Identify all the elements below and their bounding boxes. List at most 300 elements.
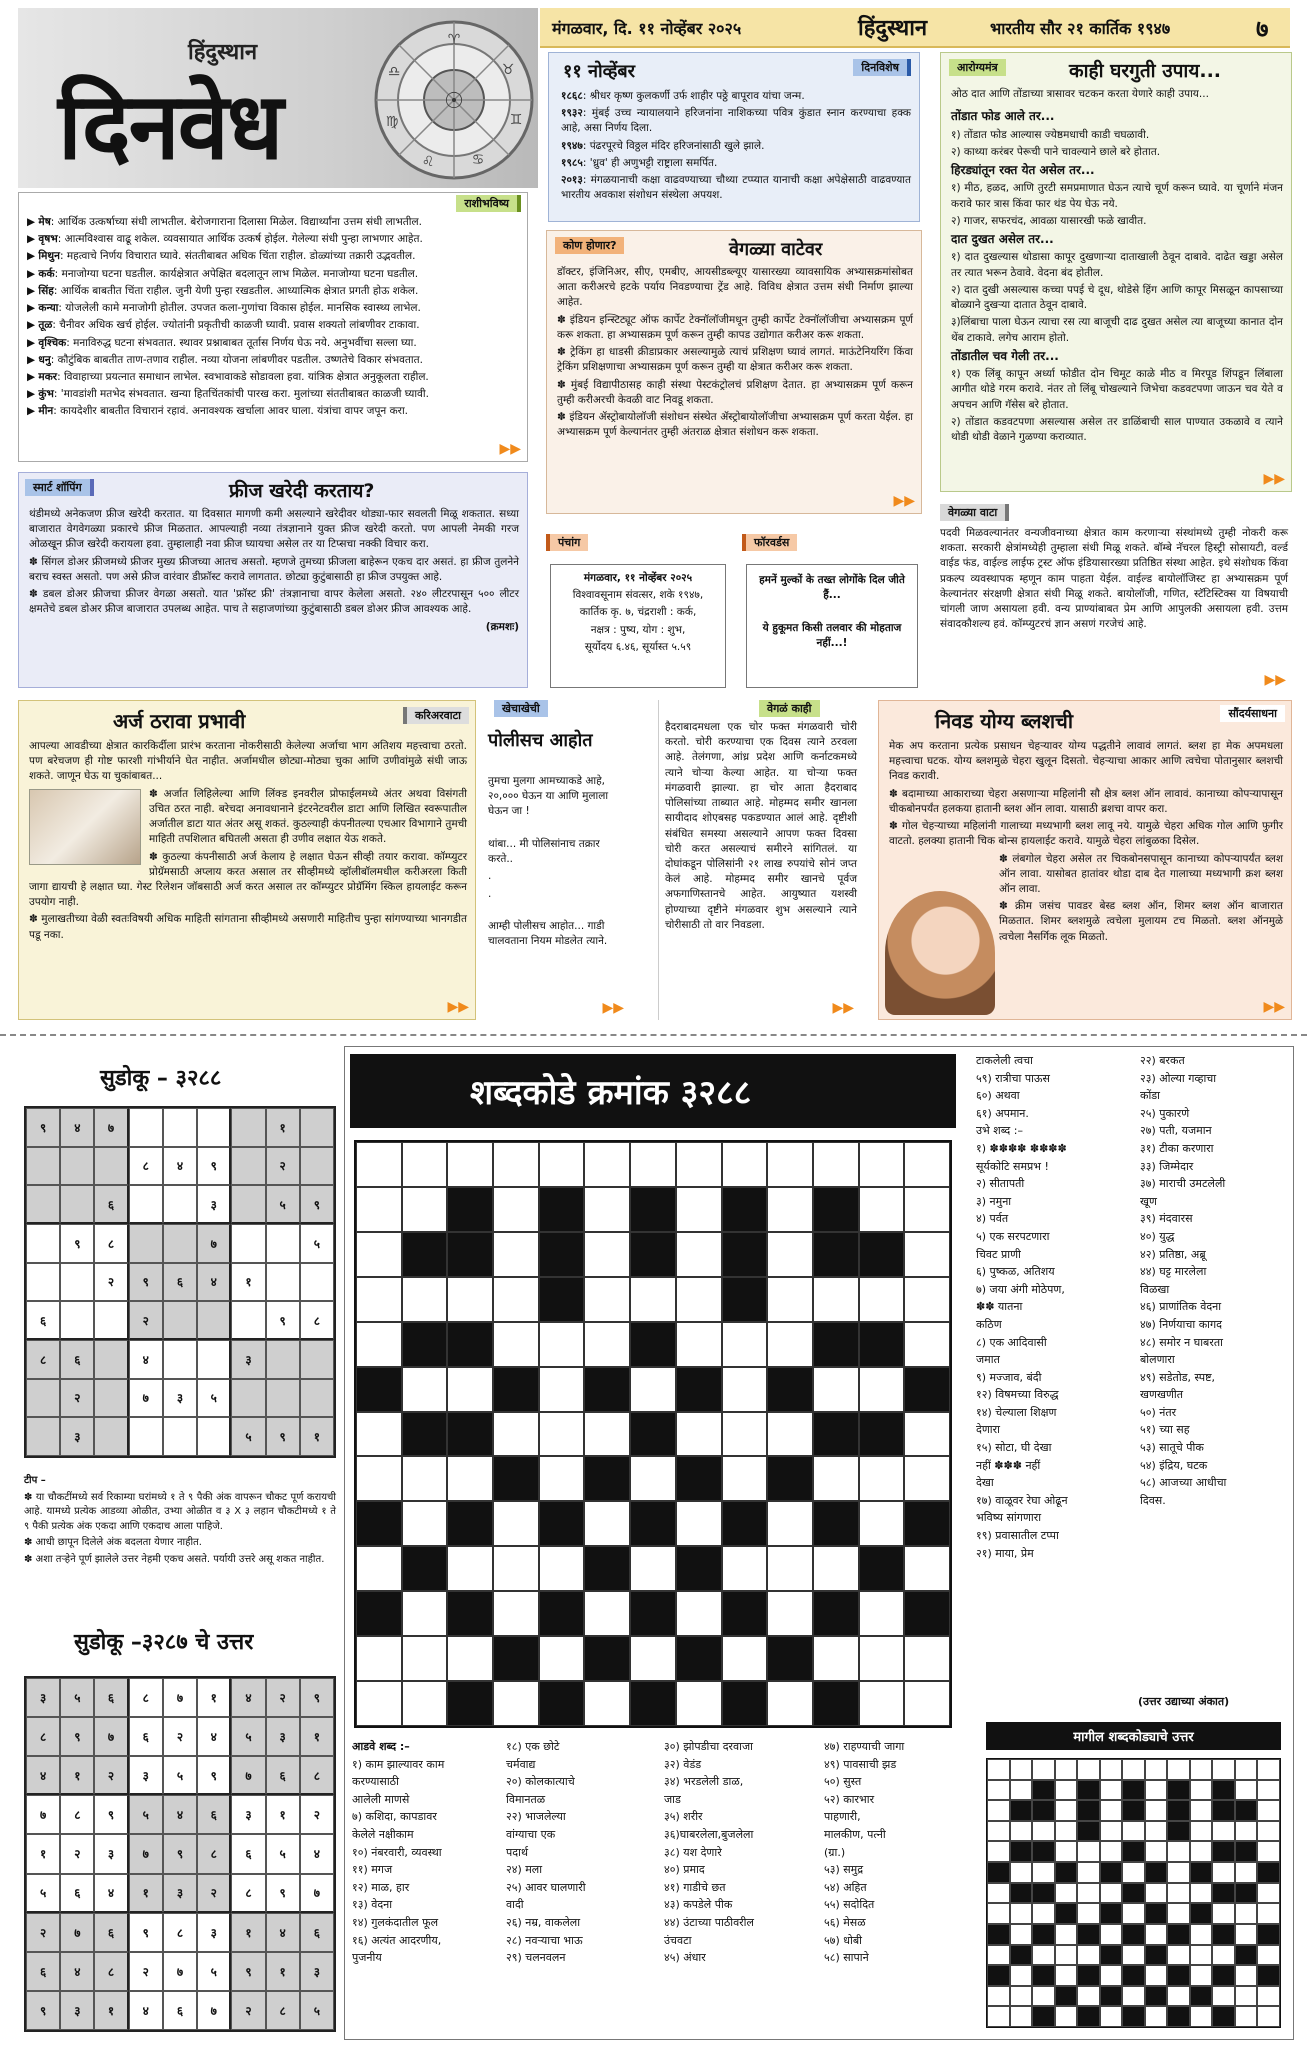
clue-line: ३) नमुना	[976, 1194, 1012, 1208]
masthead	[18, 8, 538, 188]
crossword-answer-cell	[1010, 1841, 1033, 1862]
clue-line: पुजनीय	[352, 1951, 382, 1965]
sudoku-cell: ९	[300, 1678, 334, 1717]
crossword-answer-cell	[1235, 1841, 1258, 1862]
crossword-cell	[356, 1501, 402, 1546]
clue-line: सूर्यकोटि समप्रभ !	[976, 1159, 1049, 1173]
clue-line: ४) पर्वत	[976, 1212, 1009, 1226]
crossword-answer-cell	[1167, 1986, 1190, 2007]
crossword-answer-cell	[1212, 1883, 1235, 1904]
crossword-cell	[813, 1591, 859, 1636]
sudoku-cell: ८	[163, 1913, 197, 1952]
crossword-answer-cell	[1032, 1924, 1055, 1945]
crossword-cell	[356, 1546, 402, 1591]
clue-line: ५८) आजच्या आधीचा	[1140, 1476, 1227, 1490]
crossword-title: शब्दकोडे क्रमांक ३२८८	[470, 1073, 752, 1113]
clue-line: ३४) भरडलेली डाळ,	[664, 1775, 744, 1789]
crossword-cell	[630, 1367, 676, 1412]
clue-line: ५१) च्या सह	[1140, 1423, 1190, 1437]
crossword-answer-cell	[1032, 1965, 1055, 1986]
dinvishesh-list	[561, 89, 911, 206]
crossword-cell	[630, 1322, 676, 1367]
crossword-answer-cell	[1257, 1883, 1280, 1904]
crossword-answer-cell	[1122, 1780, 1145, 1801]
crossword-cell	[584, 1277, 630, 1322]
rashi-tag: राशीभविष्य	[456, 195, 521, 212]
karir-content: आपल्या आवडीच्या क्षेत्रात कारकिर्दीला प्रारंभ करताना नोकरीसाठी केलेल्या अर्जाचा भाग अतिशय महत्त्वाचा ठरतो. पण बरेचजण ही गोष्ट फारशी गांभीर्याने घेत नाहीत. अर्जामधील छोट्या-मोठ्या चुका आणि उणीवांमुळे संधी जाऊ शकते. जाणून घेऊ या चुकांबाबत... ✽ अर्जात लिहिलेल्या आणि लिंक्ड इनवरील प्रोफाईलमध्ये अंतर अथवा विसंगती उचित ठरत नाही. बरेचदा अनावधानाने इंटरनेटवरील डाटा आणि लिखित स्वरूपातील अर्जातील डाटा यात अंतर असू शकतं. कुठल्याही कंपनीतल्या एचआर विभागाने तुमची माहिती तपशिलात बघितली असता ही उणीव लक्षात येऊ शकते. ✽ कुठल्या कंपनीसाठी अर्ज केलाय हे लक्षात घेऊन सीव्ही तयार करावा. कॉम्प्युटर प्रोग्रॅमसाठी अप्लाय करत असाल तर सीव्हीमध्ये व्हॉलीबॉलमधील करीअरला किती जागा द्यायची हे लक्षात घ्या. गेस्ट रिलेशन जॉबसाठी अर्ज करत असाल तर कॉम्प्युटर प्रोग्रॅमिंग स्किल हायलाईट करून उपयोग नाही. ✽ मुलाखतीच्या वेळी स्वतःविषयी अधिक माहिती सांगताना सीव्हीमध्ये असणारी माहितीच पुन्हा सांगण्याच्या भानगडीत पडू नका.	[29, 740, 467, 941]
sudoku-cell: १	[266, 1795, 300, 1834]
sudoku-cell: ८	[266, 1991, 300, 2030]
svg-text:♈: ♈	[447, 32, 461, 48]
clue-line: ३३) जिम्मेदार	[1140, 1159, 1194, 1173]
sudoku-cell: ८	[300, 1756, 334, 1795]
date-bar	[540, 8, 1290, 48]
sudoku-cell: ८	[26, 1717, 60, 1756]
crossword-cell	[630, 1501, 676, 1546]
crossword-answer-cell	[1010, 1924, 1033, 1945]
crossword-answer-cell	[1122, 1862, 1145, 1883]
sudoku-cell: ९	[60, 1717, 94, 1756]
sudoku-cell: ५	[197, 1952, 231, 1991]
crossword-answer-cell	[987, 1903, 1010, 1924]
crossword-answer-cell	[1100, 1821, 1123, 1842]
crossword-cell	[813, 1546, 859, 1591]
crossword-cell	[904, 1412, 950, 1457]
smart-box	[18, 472, 528, 688]
crossword-cell	[676, 1232, 722, 1277]
crossword-answer-cell	[1010, 1883, 1033, 1904]
clue-line: नहीं ✽✽✽ नहीं	[976, 1458, 1041, 1472]
karir-tag: करिअरवाटा	[403, 707, 469, 724]
crossword-answer-cell	[1100, 1841, 1123, 1862]
crossword-answer-cell	[1100, 1986, 1123, 2007]
clue-line: ५०) नंतर	[1140, 1405, 1177, 1419]
crossword-cell	[767, 1187, 813, 1232]
crossword-answer-cell	[1055, 1965, 1078, 1986]
clue-line: ४५) अंधार	[664, 1951, 706, 1965]
rashi-item: ▶ मीन: कायदेशीर बाबतीत विचारानं रहावं. अनावश्यक खर्चाला आवर घाला. यंत्रांचा वापर जपून करा.	[27, 405, 409, 418]
crossword-cell	[676, 1277, 722, 1322]
crossword-answer-cell	[1212, 1759, 1235, 1780]
crossword-answer-cell	[1032, 1821, 1055, 1842]
crossword-cell	[402, 1412, 448, 1457]
sudoku-cell	[163, 1185, 197, 1224]
crossword-answer-cell	[1190, 1800, 1213, 1821]
crossword-answer-cell	[987, 1821, 1010, 1842]
crossword-answer-cell	[1077, 1965, 1100, 1986]
sudoku-cell	[197, 1340, 231, 1379]
crossword-answer-cell	[1077, 1862, 1100, 1883]
down-clues-2	[1140, 1052, 1290, 1509]
crossword-answer-cell	[1235, 1924, 1258, 1945]
sudoku-cell: ६	[129, 1717, 163, 1756]
crossword-answer-cell	[1190, 1924, 1213, 1945]
clue-line: ६०) अथवा	[976, 1089, 1020, 1103]
crossword-cell	[722, 1501, 768, 1546]
sudoku-cell: १	[266, 1108, 300, 1147]
crossword-cell	[402, 1277, 448, 1322]
crossword-cell	[813, 1232, 859, 1277]
crossword-cell	[813, 1367, 859, 1412]
clue-line: ५२) कारभार	[824, 1792, 875, 1806]
crossword-cell	[859, 1187, 905, 1232]
clue-line: १४) चेल्याला शिक्षण	[976, 1405, 1057, 1419]
sudoku-answer-grid	[24, 1676, 336, 2032]
sudoku-cell: २	[60, 1379, 94, 1418]
crossword-answer-cell	[1100, 1924, 1123, 1945]
crossword-cell	[356, 1277, 402, 1322]
crossword-answer-cell	[987, 1986, 1010, 2007]
crossword-answer-cell	[1212, 1945, 1235, 1966]
continue-arrow-icon: ▶▶	[447, 999, 469, 1015]
clue-line: ३५) शरीर	[664, 1810, 703, 1824]
crossword-answer-cell	[1122, 1800, 1145, 1821]
crossword-cell	[676, 1636, 722, 1681]
clue-line: करण्यासाठी	[352, 1775, 399, 1789]
dinvishesh-item: १९४७: पंढरपूरचे विठ्ठल मंदिर हरिजनांसाठी खुले झाले.	[561, 139, 765, 152]
clue-line: ३२) वेडंड	[664, 1757, 702, 1771]
forward-content: हमनें मुल्कों के तख्त लोगोंके दिल जीते हैं... ये हुकूमत किसी तलवार की मोहताज नहीं...!	[746, 564, 918, 688]
crossword-answer-cell	[1212, 1903, 1235, 1924]
clue-line: ३८) यश देणारे	[664, 1845, 722, 1859]
crossword-answer-cell	[1122, 1945, 1145, 1966]
crossword-answer-cell	[1122, 1965, 1145, 1986]
clue-line: ५६) मेसळ	[824, 1915, 866, 1929]
clue-line: पदार्थ	[506, 1845, 528, 1859]
crossword-answer-cell	[1032, 2006, 1055, 2027]
sudoku-cell: ६	[94, 1913, 128, 1952]
sudoku-cell: २	[129, 1301, 163, 1340]
dinvishesh-box	[548, 52, 920, 222]
crossword-answer-cell	[1055, 1945, 1078, 1966]
svg-text:♎: ♎	[387, 64, 401, 80]
continue-arrow-icon: ▶▶	[499, 441, 521, 457]
clue-line: २५) आवर घालणारी	[506, 1880, 586, 1894]
sudoku-cell: ५	[60, 1678, 94, 1717]
sudoku-cell: ४	[60, 1952, 94, 1991]
forward-tag: फॉरवर्डस	[742, 534, 797, 551]
crossword-answer-cell	[987, 1800, 1010, 1821]
crossword-cell	[447, 1412, 493, 1457]
crossword-answer-cell	[1032, 1841, 1055, 1862]
rashi-item: ▶ मकर: विवाहाच्या प्रयत्नात समाधान लाभेल. स्वभावाकडे सोडावला हवा. यांत्रिक क्षेत्रात अनुकूलता राहील.	[27, 370, 429, 383]
clue-line: ३६)घाबरलेला,बुजलेला	[664, 1827, 754, 1841]
crossword-answer-cell	[1100, 1945, 1123, 1966]
sudoku-cell: ५	[231, 1417, 265, 1456]
sudoku-cell: ९	[231, 1952, 265, 1991]
sudoku-cell	[300, 1263, 334, 1302]
sudoku-cell: ९	[197, 1756, 231, 1795]
crossword-answer-cell	[1055, 1759, 1078, 1780]
section-divider	[0, 1034, 1307, 1036]
sudoku-cell: ५	[266, 1185, 300, 1224]
continue-arrow-icon: ▶▶	[1264, 672, 1286, 688]
crossword-answer-cell	[1055, 1841, 1078, 1862]
sudoku-cell	[94, 1147, 128, 1186]
crossword-cell	[767, 1322, 813, 1367]
sudoku-cell	[266, 1224, 300, 1263]
crossword-cell	[904, 1277, 950, 1322]
crossword-answer-cell	[1145, 1759, 1168, 1780]
crossword-answer-cell	[1212, 1841, 1235, 1862]
clue-line: केलेले नक्षीकाम	[352, 1827, 414, 1841]
crossword-cell	[584, 1142, 630, 1187]
clue-line: २१) माया, प्रेम	[976, 1546, 1034, 1560]
crossword-cell	[859, 1142, 905, 1187]
crossword-cell	[447, 1187, 493, 1232]
crossword-answer-cell	[1122, 2006, 1145, 2027]
crossword-answer-cell	[1212, 1800, 1235, 1821]
continue-arrow-icon: ▶▶	[1263, 471, 1285, 487]
svg-text:♋: ♋	[471, 152, 485, 168]
crossword-answer-cell	[1167, 1945, 1190, 1966]
sudoku-cell	[129, 1224, 163, 1263]
crossword-answer-cell	[1145, 1903, 1168, 1924]
arogya-title: काही घरगुती उपाय...	[1069, 60, 1221, 82]
crossword-cell	[402, 1187, 448, 1232]
crossword-answer-cell	[1235, 1883, 1258, 1904]
clue-line: २७) पती, यजमान	[1140, 1124, 1212, 1138]
crossword-cell	[813, 1501, 859, 1546]
crossword-answer-cell	[1055, 1924, 1078, 1945]
crossword-answer-cell	[1190, 1965, 1213, 1986]
crossword-cell	[767, 1232, 813, 1277]
crossword-answer-cell	[1145, 1924, 1168, 1945]
crossword-answer-cell	[1190, 1759, 1213, 1780]
crossword-cell	[356, 1456, 402, 1501]
sudoku-cell: ५	[163, 1756, 197, 1795]
dinvishesh-tag: दिनविशेष	[853, 59, 911, 76]
vegal-box	[658, 700, 860, 1020]
smart-title: फ्रीज खरेदी करताय?	[229, 480, 375, 502]
clue-line: २२) बरकत	[1140, 1054, 1185, 1067]
crossword-answer-cell	[1055, 1862, 1078, 1883]
clue-line: देणारा	[976, 1423, 1000, 1437]
sudoku-cell	[266, 1379, 300, 1418]
crossword-cell	[767, 1501, 813, 1546]
crossword-answer-cell	[1055, 2006, 1078, 2027]
crossword-cell	[356, 1591, 402, 1636]
resume-photo	[29, 789, 141, 865]
crossword-cell	[904, 1546, 950, 1591]
crossword-cell	[402, 1456, 448, 1501]
sudoku-cell: ३	[129, 1756, 163, 1795]
crossword-answer-cell	[1190, 1780, 1213, 1801]
sudoku-cell: ५	[26, 1874, 60, 1913]
sudoku-cell: ७	[94, 1717, 128, 1756]
crossword-cell	[904, 1591, 950, 1636]
koan-tag: कोण होणार?	[555, 237, 624, 254]
crossword-answer-cell	[1257, 1821, 1280, 1842]
crossword-answer-cell	[987, 1883, 1010, 1904]
crossword-answer-cell	[1055, 1780, 1078, 1801]
crossword-answer-cell	[1257, 1945, 1280, 1966]
crossword-answer-cell	[1032, 1759, 1055, 1780]
clue-line: ४२) प्रतिष्ठा, अब्रू	[1140, 1247, 1206, 1261]
crossword-cell	[402, 1636, 448, 1681]
vegal-tag: वेगळं काही	[759, 700, 820, 717]
sudoku-cell: ४	[26, 1756, 60, 1795]
clue-line: ९) मज्जाव, बंदी	[976, 1370, 1042, 1384]
crossword-cell	[630, 1546, 676, 1591]
crossword-cell	[722, 1232, 768, 1277]
sudoku-cell: ४	[163, 1147, 197, 1186]
saundarya-content: मेक अप करताना प्रत्येक प्रसाधन चेहऱ्यावर योग्य पद्धतीने लावावं लागतं. ब्लश हा मेक अपमधला महत्त्वाचा घटक. योग्य ब्लशमुळे चेहरा खुलून दिसतो. चेहऱ्याचा आकार आणि त्वचेचा पोतानुसार ब्लशची निवड करावी. ✽ बदामाच्या आकाराच्या चेहरा असणाऱ्या महिलांनी सौ क्षेत्र ब्लश ऑन लावावं. कानाच्या कोपऱ्यापासून चीकबोनपर्यंत हलकया हातानी ब्लश ऑन लावा. यासाठी ब्रशचा वापर करा. ✽ गोल चेहऱ्याच्या महिलांनी गालाच्या मध्यभागी ब्लश लावू नये. यामुळे चेहरा अधिक गोल आणि फुगीर वाटतो. हलक्या हातानी चिक बोन्स हायलाईट करावे. यामुळे चेहरा लांबुळका दिसेल. ✽ लंबगोल चेहरा असेल तर चिकबोनसपासून कानाच्या कोपऱ्यापर्यंत ब्लश ऑन लावा. यासोबत हातांवर थोडा दाब देत गालाच्या मध्यभागी क्रश ब्लश ऑन लावा. ✽ क्रीम जसंच पावडर बेस्ड ब्लश ऑन, शिमर ब्लश ऑन बाजारात मिळतात. शिमर ब्लशमुळे त्वचेला मुलायम टच मिळतो. ब्लश ऑनमुळे त्वचेला नैसर्गिक लूक मिळतो.	[889, 740, 1283, 943]
crossword-answer-cell	[1010, 1945, 1033, 1966]
crossword-answer-cell	[1010, 1800, 1033, 1821]
crossword-answer-cell	[1122, 1841, 1145, 1862]
crossword-cell	[356, 1142, 402, 1187]
sudoku-cell: ४	[197, 1263, 231, 1302]
sudoku-cell	[197, 1108, 231, 1147]
crossword-cell	[402, 1367, 448, 1412]
crossword-cell	[584, 1501, 630, 1546]
sudoku-cell: ९	[60, 1224, 94, 1263]
sudoku-cell	[163, 1340, 197, 1379]
rashi-item: ▶ कन्या: योजलेली कामे मनाजोगी होतील. उपजत कला-गुणांचा विकास होईल. मानसिक स्वास्थ्य लाभेल.	[27, 302, 421, 315]
sudoku-cell: ७	[300, 1874, 334, 1913]
clue-line: ५४) अहित	[824, 1880, 867, 1894]
sudoku-cell	[94, 1340, 128, 1379]
sudoku-cell: ७	[231, 1756, 265, 1795]
crossword-answer-cell	[1212, 1780, 1235, 1801]
crossword-cell	[630, 1142, 676, 1187]
sudoku-cell	[94, 1417, 128, 1456]
clue-line: कठिण	[976, 1317, 1002, 1331]
crossword-cell	[722, 1142, 768, 1187]
crossword-cell	[722, 1591, 768, 1636]
crossword-cell	[859, 1322, 905, 1367]
crossword-cell	[904, 1367, 950, 1412]
crossword-cell	[402, 1591, 448, 1636]
crossword-cell	[539, 1142, 585, 1187]
crossword-answer-cell	[1167, 2006, 1190, 2027]
sudoku-cell: ९	[26, 1108, 60, 1147]
vegalya-tag: वेगळ्या वाटा	[940, 504, 1009, 521]
crossword-answer-cell	[1100, 1903, 1123, 1924]
sudoku-cell: ८	[60, 1795, 94, 1834]
sudoku-cell: ४	[197, 1717, 231, 1756]
crossword-cell	[402, 1232, 448, 1277]
clue-line: कोंडा	[1140, 1089, 1161, 1103]
sudoku-cell	[300, 1379, 334, 1418]
clue-line: २५) पुकारणे	[1140, 1106, 1190, 1120]
crossword-answer-cell	[1032, 1862, 1055, 1883]
sudoku-cell: ७	[197, 1224, 231, 1263]
saundarya-tag: सौंदर्यसाधना	[1220, 705, 1285, 722]
clue-line: १८) एक छोटे	[506, 1740, 560, 1753]
sudoku-cell: ६	[26, 1301, 60, 1340]
crossword-cell	[493, 1322, 539, 1367]
crossword-cell	[630, 1636, 676, 1681]
crossword-cell	[859, 1591, 905, 1636]
sudoku-cell	[163, 1108, 197, 1147]
arogya-box	[940, 52, 1292, 492]
sudoku-cell: ३	[60, 1417, 94, 1456]
crossword-answer-cell	[1077, 1800, 1100, 1821]
crossword-cell	[447, 1681, 493, 1726]
clue-line: १२) माळ, हार	[352, 1880, 410, 1894]
sudoku-cell	[231, 1379, 265, 1418]
crossword-cell	[813, 1456, 859, 1501]
rashi-item: ▶ तूळ: चैनीवर अधिक खर्च होईल. ज्योतांनी प्रकृतीची काळजी घ्यावी. प्रवास शक्यतो लांबणीवर टाकावा.	[27, 319, 420, 332]
clue-line: ३७) माराची उमटलेली	[1140, 1177, 1226, 1191]
panchang-content: मंगळवार, ११ नोव्हेंबर २०२५ विश्वावसूनाम संवत्सर, शके १९४७, कार्तिक कृ. ७, चंद्रराशी : कर्क, नक्षत्र : पुष्य, योग : शुभ, सूर्योदय ६.४६, सूर्यास्त ५.५९	[550, 564, 726, 688]
brand-small: हिंदुस्थान	[188, 39, 258, 65]
sudoku-cell	[231, 1108, 265, 1147]
sudoku-cell: १	[300, 1417, 334, 1456]
crossword-cell	[813, 1681, 859, 1726]
crossword-cell	[676, 1591, 722, 1636]
khechakhechi-box	[484, 700, 630, 1020]
clue-line: १५) सोटा, घी देखा	[976, 1441, 1052, 1455]
forward-box	[742, 530, 922, 692]
clue-line: १३) वेदना	[352, 1898, 393, 1912]
clue-line: ३०) झोपडीचा दरवाजा	[664, 1740, 754, 1753]
khechakhechi-title: पोलीसच आहोत	[488, 730, 593, 751]
sudoku-cell: ४	[300, 1834, 334, 1873]
crossword-answer-cell	[1190, 1841, 1213, 1862]
vegalya-content: पदवी मिळवल्यानंतर वन्यजीवनाच्या क्षेत्रात काम करणाऱ्या संस्थांमध्ये तुम्ही नोकरी करू शकता. सरकारी क्षेत्रांमध्येही तुम्हाला संधी मिळू शकते. बॉम्बे नॅचरल हिस्ट्री सोसायटी, वर्ल्ड वाईड फंड, वाईल्ड लाईफ ट्रस्ट ऑफ इंडियासारख्या प्रतिष्ठित संस्था आहेत. इथे संशोधक किंवा प्रकल्प व्यवस्थापक म्हणून काम पाहता येईल. वाईल्ड बायोलॉजिस्ट हा अभ्यासक्रम पूर्ण केल्यानंतर संरक्षणी क्षेत्रात संधी मिळू शकते. बायोलॉजी, गणित, स्टॅटिस्टिक्स या विषयाची चांगली जाण असायला हवी. वन्य प्राण्यांबाबत प्रेम आणि आपुलकी असायला हवी. उत्तम संवादकौशल्य हवं. कॉम्प्युटरचं ज्ञान असणं गरजेचं आहे.	[940, 527, 1288, 631]
crossword-cell	[493, 1232, 539, 1277]
sudoku-title: सुडोकू – ३२८८	[100, 1066, 222, 1091]
crossword-answer-cell	[1032, 1780, 1055, 1801]
clue-line: ४१) गाडीचे छत	[664, 1880, 726, 1894]
rashi-list	[27, 215, 521, 422]
vegal-content: हैदराबादमधला एक चोर फक्त मंगळवारी चोरी करतो. चोरी करण्याचा एक दिवस त्याने ठरवला आहे. तेलंगणा, आंध्र प्रदेश आणि कर्नाटकमध्ये त्याने चोऱ्या केल्या आहेत. या चोऱ्या फक्त मंगळवारी झाल्या. हा चोर आता हैदराबाद पोलिसांच्या ताब्यात आहे. मोहम्मद समीर खानला सायीदाद शोएबसह पकडण्यात आलं आहे. दृष्टीशी संबंधित समस्या असल्याने आपण फक्त दिवसा चोरी करत असल्याचं समीरने सांगितलं. या दोघांकडून पोलिसांनी २१ लाख रुपयांचे सोनं जप्त केलं आहे. मोहम्मद समीर खानचे पूर्वज अफगाणिस्तानचे आहेत. आयुष्यात यशस्वी होण्याच्या दृष्टीने मंगळवार शुभ असल्याने त्याने चोरीसाठी तो वार निवडला.	[665, 721, 857, 931]
clue-line: ६) पुष्कळ, अतिशय	[976, 1265, 1055, 1279]
sudoku-cell: ९	[94, 1795, 128, 1834]
sudoku-cell: २	[300, 1795, 334, 1834]
crossword-answer-cell	[1190, 1903, 1213, 1924]
sudoku-cell: ३	[197, 1185, 231, 1224]
crossword-answer-cell	[1032, 1800, 1055, 1821]
crossword-answer-cell	[1257, 1759, 1280, 1780]
sudoku-cell: १	[231, 1263, 265, 1302]
crossword-cell	[859, 1456, 905, 1501]
sudoku-cell: ७	[163, 1678, 197, 1717]
crossword-answer-cell	[987, 1759, 1010, 1780]
sudoku-cell: २	[129, 1952, 163, 1991]
sudoku-tips: टीप – ✽ या चौकटींमध्ये सर्व रिकाम्या घरांमध्ये १ ते ९ पैकी अंक वापरून चौकट पूर्ण करायची आहे. यामध्ये प्रत्येक आडव्या ओळीत, उभ्या ओळीत व ३ X ३ लहान चौकटीमध्ये १ ते ९ पैकी प्रत्येक अंक एकदा आणि एकदाच आला पाहिजे. ✽ आधी छापून दिलेले अंक बदलता येणार नाहीत. ✽ अशा तऱ्हेने पूर्ण झालेले उत्तर नेहमी एकच असते. पर्यायी उत्तरे असू शकत नाहीत.	[24, 1475, 336, 1565]
crossword-cell	[447, 1546, 493, 1591]
saur-date: भारतीय सौर २१ कार्तिक १९४७	[990, 19, 1171, 38]
sudoku-cell: ९	[300, 1185, 334, 1224]
crossword-answer-cell	[1257, 1780, 1280, 1801]
crossword-answer-cell	[987, 1945, 1010, 1966]
sudoku-cell: ७	[129, 1834, 163, 1873]
sudoku-cell: ३	[26, 1678, 60, 1717]
crossword-answer-cell	[987, 1924, 1010, 1945]
crossword-cell	[539, 1456, 585, 1501]
sudoku-cell	[26, 1417, 60, 1456]
koan-content: डॉक्टर, इंजिनिअर, सीए, एमबीए, आयसीडब्ल्यूए यासारख्या व्यावसायिक अभ्यासक्रमांसोबत आता करीअरचे हटके पर्याय निवडण्याचा ट्रेंड आहे. विविध क्षेत्रात उत्तम संधी निर्माण झाल्या आहेत. ✽ इंडियन इन्स्टिट्यूट ऑफ कार्पेट टेक्नॉलॉजीमधून तुम्ही कार्पेट टेक्नॉलॉजीचा अभ्यासक्रम पूर्ण करू शकता. हा अभ्यासक्रम पूर्ण करून तुम्ही कापड उद्योगात करीअर करू शकता. ✽ ट्रेकिंग हा धाडसी क्रीडाप्रकार असल्यामुळे त्याचं प्रशिक्षण घ्यावं लागतं. माऊंटेनियरिंग किंवा ट्रेकिंग प्रशिक्षणाचा अभ्यासक्रम पूर्ण करून तुम्ही या क्षेत्रात करीअर करू शकता. ✽ मुंबई विद्यापीठासह काही संस्था पेस्टकंट्रोलचं प्रशिक्षण देतात. हा अभ्यासक्रम पूर्ण करून तुम्ही करीअरची केवळी वाट निवडू शकता. ✽ इंडियन ॲस्ट्रोबायोलॉजी संशोधन संस्थेत ॲस्ट्रोबायोलॉजीचा अभ्यासक्रम पूर्ण करता येईल. हा अभ्यासक्रम पूर्ण केल्यानंतर तुम्ही अंतराळ क्षेत्रात संशोधन करू शकता.	[557, 266, 913, 439]
sudoku-cell	[231, 1185, 265, 1224]
sudoku-cell: ५	[129, 1795, 163, 1834]
crossword-cell	[630, 1187, 676, 1232]
crossword-answer-cell	[1077, 1780, 1100, 1801]
sudoku-cell: २	[197, 1874, 231, 1913]
sudoku-cell: ६	[60, 1874, 94, 1913]
crossword-grid	[354, 1140, 952, 1728]
clue-line: आलेली माणसे	[352, 1792, 410, 1806]
rashi-item: ▶ वृश्चिक: मनाविरुद्ध घटना संभवतात. स्थावर प्रश्नाबाबत तूर्तास निर्णय घेऊ नये. अनुभवींचा सल्ला घ्या.	[27, 336, 417, 349]
crossword-cell	[676, 1681, 722, 1726]
crossword-cell	[767, 1546, 813, 1591]
crossword-cell	[584, 1456, 630, 1501]
sudoku-cell: १	[129, 1874, 163, 1913]
sudoku-cell	[300, 1147, 334, 1186]
